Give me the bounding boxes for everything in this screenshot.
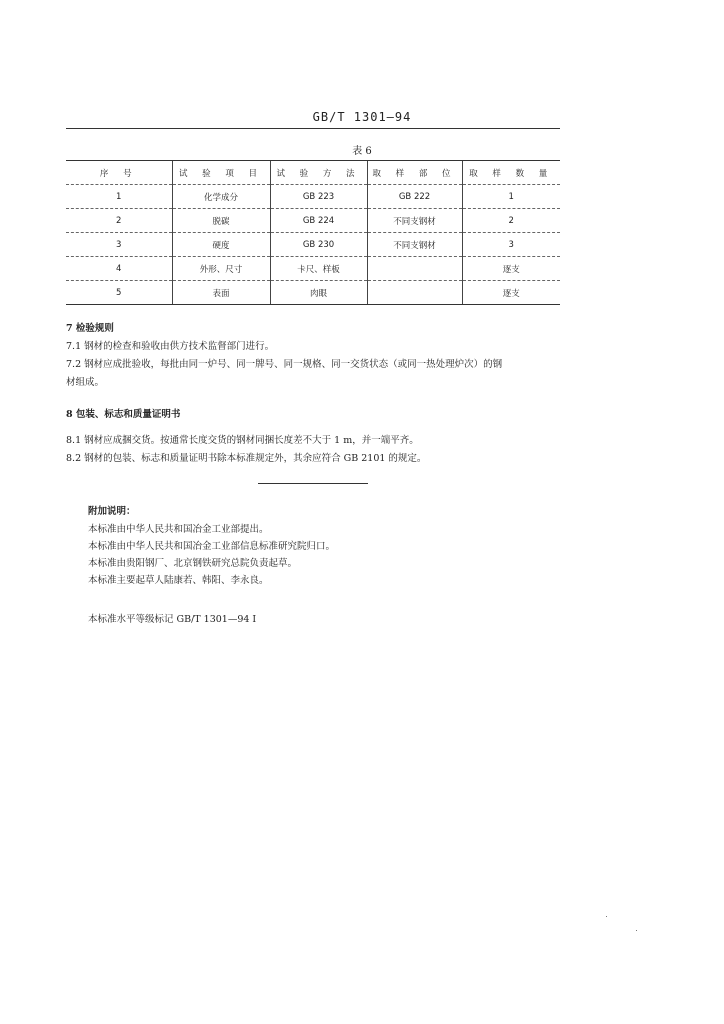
cell-no: 4 — [66, 257, 172, 281]
additional-notes — [88, 503, 548, 628]
col-header-no: 序 号 — [66, 161, 172, 185]
table-row — [66, 281, 560, 305]
cell-no: 1 — [66, 185, 172, 209]
cell-location — [367, 257, 462, 281]
notes-title: 附加说明： — [88, 506, 136, 517]
notes-line: 本标准主要起草人陆康若、韩阳、李永良。 — [88, 575, 269, 586]
scan-speck — [606, 916, 607, 917]
col-header-quantity: 取 样 数 量 — [462, 161, 560, 185]
scan-speck — [636, 930, 637, 931]
inspection-table — [66, 160, 560, 305]
section-divider — [258, 483, 368, 484]
table-row — [66, 233, 560, 257]
clause-7-2-continued: 材组成。 — [66, 377, 105, 388]
table-row — [66, 209, 560, 233]
cell-item: 表面 — [172, 281, 270, 305]
cell-item: 脱碳 — [172, 209, 270, 233]
cell-method: 肉眼 — [270, 281, 367, 305]
clause-8-2: 8.2 钢材的包装、标志和质量证明书除本标准规定外，其余应符合 GB 2101 的规定。 — [66, 453, 427, 464]
cell-location — [367, 281, 462, 305]
col-header-method: 试 验 方 法 — [270, 161, 367, 185]
cell-no: 5 — [66, 281, 172, 305]
cell-quantity: 1 — [462, 185, 560, 209]
cell-item: 硬度 — [172, 233, 270, 257]
cell-item: 外形、尺寸 — [172, 257, 270, 281]
spacer — [66, 424, 562, 432]
cell-location: 不同支钢材 — [367, 209, 462, 233]
cell-method: 卡尺、样板 — [270, 257, 367, 281]
section-8-title: 8 包装、标志和质量证明书 — [66, 409, 181, 420]
cell-quantity: 3 — [462, 233, 560, 257]
standard-level-mark: 本标准水平等级标记 GB/T 1301—94 I — [88, 614, 257, 625]
cell-location: GB 222 — [367, 185, 462, 209]
document-code-header: GB/T 1301—94 — [312, 110, 412, 124]
notes-line: 本标准由贵阳钢厂、北京钢铁研究总院负责起草。 — [88, 558, 298, 569]
notes-line: 本标准由中华人民共和国冶金工业部信息标准研究院归口。 — [88, 541, 336, 552]
table-row — [66, 185, 560, 209]
cell-no: 3 — [66, 233, 172, 257]
cell-method: GB 230 — [270, 233, 367, 257]
cell-no: 2 — [66, 209, 172, 233]
body-text — [66, 314, 562, 468]
cell-item: 化学成分 — [172, 185, 270, 209]
cell-quantity: 逐支 — [462, 257, 560, 281]
table-caption: 表 6 — [352, 146, 372, 157]
col-header-location: 取 样 部 位 — [367, 161, 462, 185]
cell-location: 不同支钢材 — [367, 233, 462, 257]
clause-8-1: 8.1 钢材应成捆交货。按通常长度交货的钢材同捆长度差不大于 1 m，并一端平齐。 — [66, 435, 419, 446]
table-header-row — [66, 161, 560, 185]
cell-method: GB 223 — [270, 185, 367, 209]
clause-7-2: 7.2 钢材应成批验收，每批由同一炉号、同一牌号、同一规格、同一交货状态（或同一热处理炉次）的钢 — [66, 359, 503, 370]
col-header-item: 试 验 项 目 — [172, 161, 270, 185]
clause-7-1: 7.1 钢材的检查和验收由供方技术监督部门进行。 — [66, 341, 275, 352]
table-row — [66, 257, 560, 281]
cell-quantity: 逐支 — [462, 281, 560, 305]
notes-line: 本标准由中华人民共和国冶金工业部提出。 — [88, 524, 269, 535]
section-7-title: 7 检验规则 — [66, 323, 114, 334]
cell-method: GB 224 — [270, 209, 367, 233]
header-rule — [66, 128, 560, 129]
spacer — [66, 392, 562, 400]
cell-quantity: 2 — [462, 209, 560, 233]
